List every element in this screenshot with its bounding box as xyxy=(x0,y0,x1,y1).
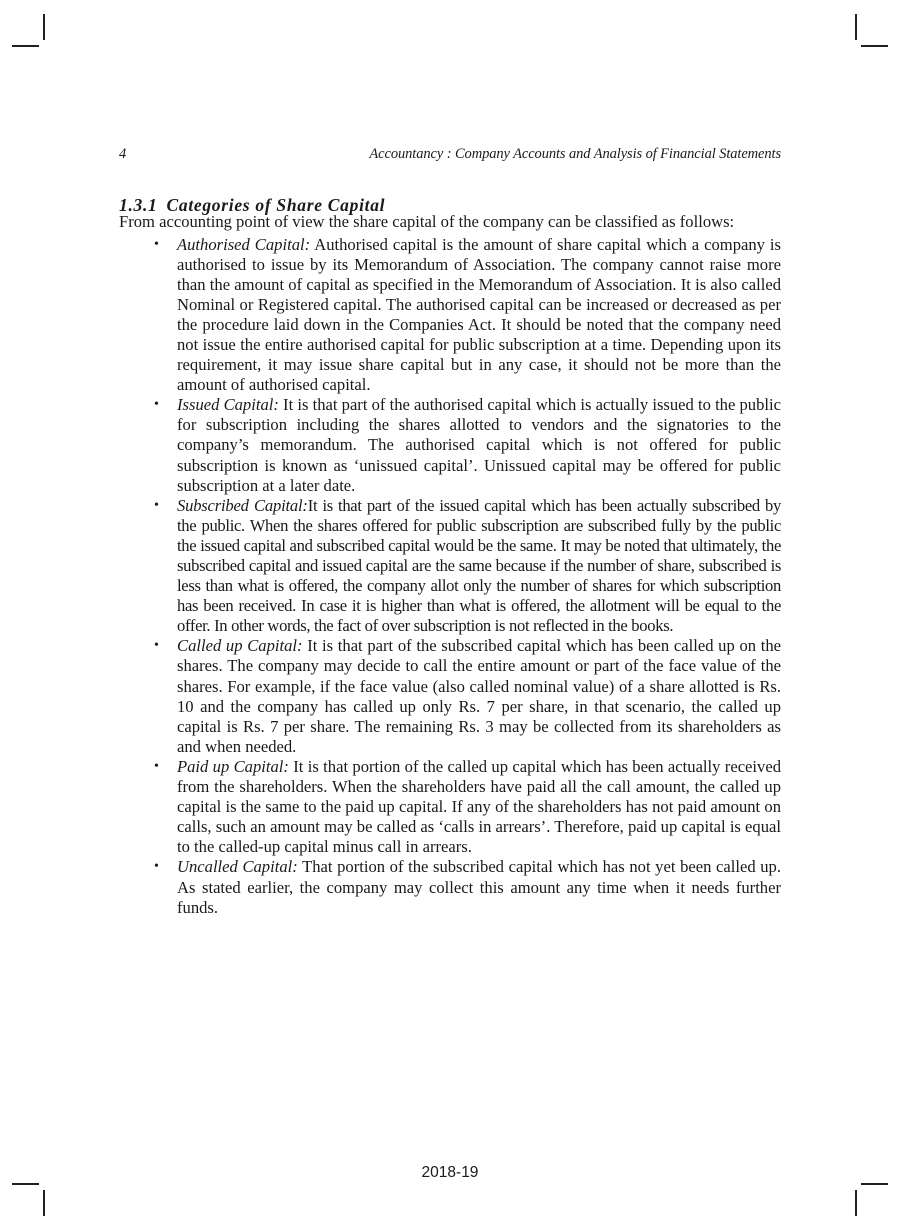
bullet-icon: • xyxy=(154,758,159,774)
list-item xyxy=(119,857,781,917)
term-label: Paid up Capital: xyxy=(177,756,289,776)
bullet-icon: • xyxy=(154,397,159,413)
term-definition: It is that part of the issued capital which has been actually subscribed by the public. When the shares offered for public subscription are subscribed fully by the public the issued capital and subscribed capital would be the same. It may be noted that ultimately, the subscribed capital and issued capital are the same because if the number of share, subscribed is less than what is offered, the company allot only the number of shares for which subscription has been received. In case it is higher than what is offered, the allotment will be equal to the offer. In other words, the fact of over subscription is not reflected in the books. xyxy=(177,495,782,636)
list-item xyxy=(119,636,781,757)
capital-categories-list xyxy=(119,235,781,918)
bullet-icon: • xyxy=(154,638,159,654)
term-definition: It is that part of the subscribed capital which has been called up on the shares. The company may decide to call the entire amount or part of the face value of the shares. For example, if the face value (also called nominal value) of a share allotted is Rs. 10 and the company has called up only Rs. 7 per share, in that scenario, the called up capital is Rs. 7 per share. The remaining Rs. 3 may be collected from its shareholders as and when needed. xyxy=(177,636,782,756)
section-number: 1.3.1 xyxy=(119,194,158,215)
term-label: Issued Capital: xyxy=(177,395,279,415)
list-item xyxy=(119,496,781,637)
crop-mark-bottom-right-horizontal xyxy=(861,1183,888,1185)
term-definition: It is that portion of the called up capital which has been actually received from the shareholders. When the shareholders have paid all the call amount, the called up capital is the same to the paid up capital. If any of the shareholders has not paid amount on calls, such an amount may be called as ‘calls in arrears’. Therefore, paid up capital is equal to the called-up capital minus call in arrears. xyxy=(177,756,781,857)
crop-mark-top-right-horizontal xyxy=(861,45,888,47)
bullet-icon: • xyxy=(154,497,159,513)
crop-mark-bottom-right-vertical xyxy=(855,1190,857,1216)
term-definition: Authorised capital is the amount of share capital which a company is authorised to issue by its Memorandum of Association. The company cannot raise more than the amount of capital as specified in the Memorandum of Association. It is also called Nominal or Registered capital. The authorised capital can be increased or decreased as per the procedure laid down in the Companies Act. It should be noted that the company need not issue the entire authorised capital for public subscription at a time. Depending upon its requirement, it may issue share capital but in any case, it should not be more than the amount of authorised capital. xyxy=(177,234,782,395)
crop-mark-top-left-vertical xyxy=(43,14,45,40)
term-label: Uncalled Capital: xyxy=(177,857,298,877)
page-footer: 2018-19 xyxy=(421,1164,479,1181)
running-head xyxy=(119,144,781,164)
bullet-icon: • xyxy=(154,236,159,252)
page-content xyxy=(119,0,781,1230)
intro-paragraph: From accounting point of view the share capital of the company can be classified as follows: xyxy=(119,212,735,231)
list-item xyxy=(119,757,781,857)
term-label: Called up Capital: xyxy=(177,636,303,656)
term-definition: That portion of the subscribed capital which has not yet been called up. As stated earlier, the company may collect this amount any time when it needs further funds. xyxy=(177,857,781,917)
term-label: Subscribed Capital: xyxy=(177,495,308,515)
crop-mark-top-right-vertical xyxy=(855,14,857,40)
running-head-title: Accountancy : Company Accounts and Analysis of Financial Statements xyxy=(369,146,781,162)
term-definition: It is that part of the authorised capital which is actually issued to the public for subscription including the shares allotted to vendors and the signatories to the company’s memorandum. The authorised capital which is not offered for public subscription is known as ‘unissued capital’. Unissued capital may be offered for public subscription at a later date. xyxy=(177,395,781,495)
list-item xyxy=(119,395,781,495)
body-content xyxy=(119,211,781,918)
crop-mark-bottom-left-horizontal xyxy=(12,1183,39,1185)
page-number: 4 xyxy=(119,146,127,162)
term-label: Authorised Capital: xyxy=(177,234,311,254)
bullet-icon: • xyxy=(154,859,159,875)
section-title: Categories of Share Capital xyxy=(166,194,386,215)
crop-mark-bottom-left-vertical xyxy=(43,1190,45,1216)
list-item xyxy=(119,235,781,396)
crop-mark-top-left-horizontal xyxy=(12,45,39,47)
